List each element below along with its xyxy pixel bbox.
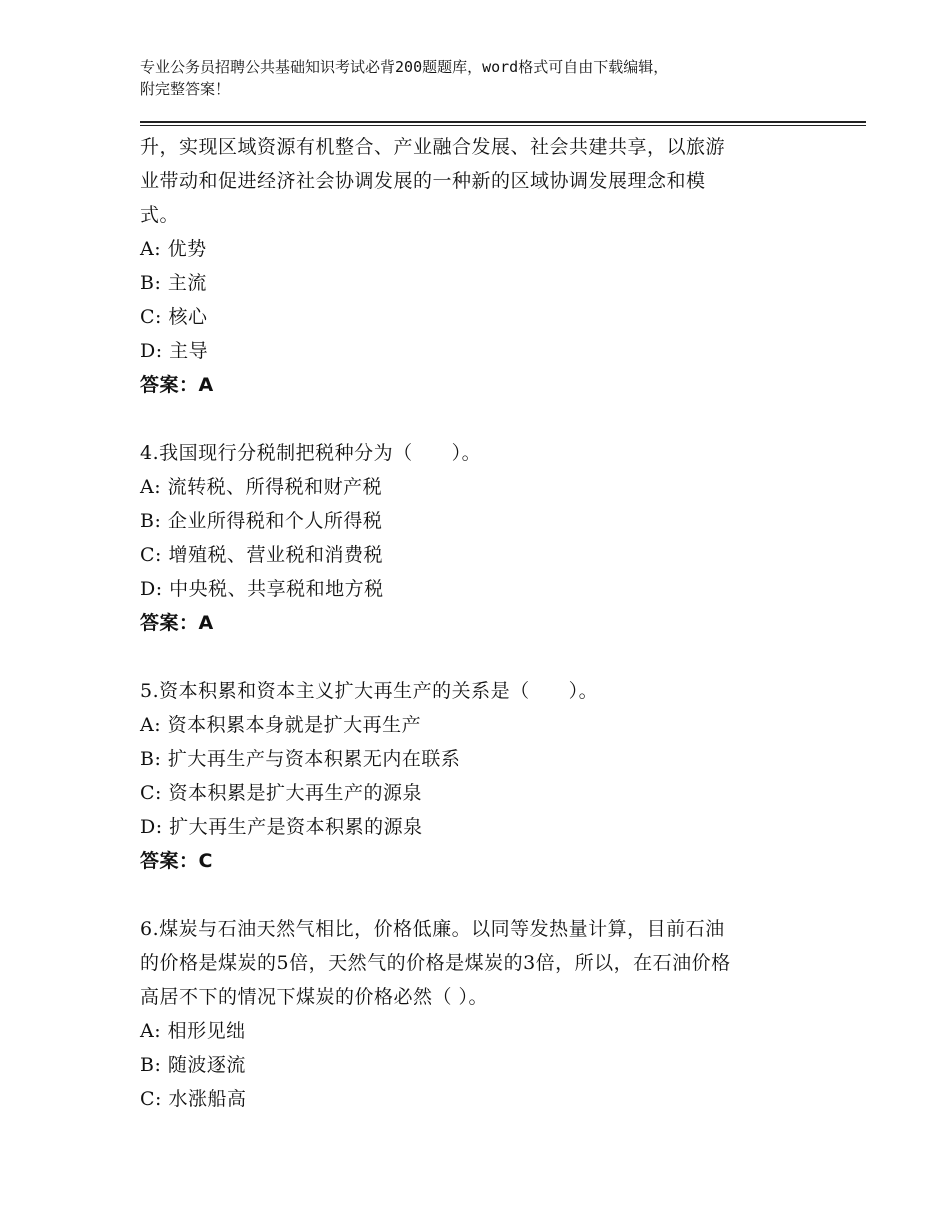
- question-stem-line: 式。: [140, 204, 180, 226]
- option-a: A: 流转税、所得税和财产税: [140, 476, 383, 498]
- answer-label: 答案：C: [140, 850, 213, 872]
- header-line-1: 专业公务员招聘公共基础知识考试必背200题题库，word格式可自由下载编辑，: [140, 58, 669, 76]
- answer-label: 答案：A: [140, 612, 214, 634]
- option-c: C: 增殖税、营业税和消费税: [140, 544, 383, 566]
- option-b: B: 扩大再生产与资本积累无内在联系: [140, 748, 461, 770]
- option-b: B: 企业所得税和个人所得税: [140, 510, 383, 532]
- question-6: [140, 912, 820, 1116]
- option-c: C: 资本积累是扩大再生产的源泉: [140, 782, 422, 804]
- option-a: A: 相形见绌: [140, 1020, 246, 1042]
- option-d: D: 中央税、共享税和地方税: [140, 578, 384, 600]
- option-c: C: 水涨船高: [140, 1088, 247, 1110]
- question-stem-line: 业带动和促进经济社会协调发展的一种新的区域协调发展理念和模: [140, 170, 706, 192]
- question-list: [140, 130, 820, 1116]
- option-b: B: 主流: [140, 272, 207, 294]
- option-b: B: 随波逐流: [140, 1054, 246, 1076]
- option-d: D: 主导: [140, 340, 209, 362]
- question-3: [140, 130, 820, 402]
- question-5: [140, 674, 820, 878]
- question-stem-line: 高居不下的情况下煤炭的价格必然（ ）。: [140, 986, 489, 1008]
- header-rule-thick: [140, 121, 866, 123]
- question-stem-line: 6.煤炭与石油天然气相比，价格低廉。以同等发热量计算，目前石油: [140, 918, 725, 940]
- question-stem: 4.我国现行分税制把税种分为（ ）。: [140, 442, 482, 464]
- spacer: [140, 402, 820, 436]
- option-a: A: 资本积累本身就是扩大再生产: [140, 714, 422, 736]
- question-4: [140, 436, 820, 640]
- option-c: C: 核心: [140, 306, 208, 328]
- option-d: D: 扩大再生产是资本积累的源泉: [140, 816, 423, 838]
- answer-label: 答案：A: [140, 374, 214, 396]
- question-stem-line: 升，实现区域资源有机整合、产业融合发展、社会共建共享，以旅游: [140, 136, 726, 158]
- spacer: [140, 878, 820, 912]
- question-stem-line: 的价格是煤炭的5倍，天然气的价格是煤炭的3倍，所以，在石油价格: [140, 952, 731, 974]
- option-a: A: 优势: [140, 238, 207, 260]
- header-rule-thin: [140, 125, 866, 126]
- question-stem: 5.资本积累和资本主义扩大再生产的关系是（ ）。: [140, 680, 599, 702]
- spacer: [140, 640, 820, 674]
- header-line-2: 附完整答案！: [140, 80, 231, 98]
- document-header: [140, 56, 840, 100]
